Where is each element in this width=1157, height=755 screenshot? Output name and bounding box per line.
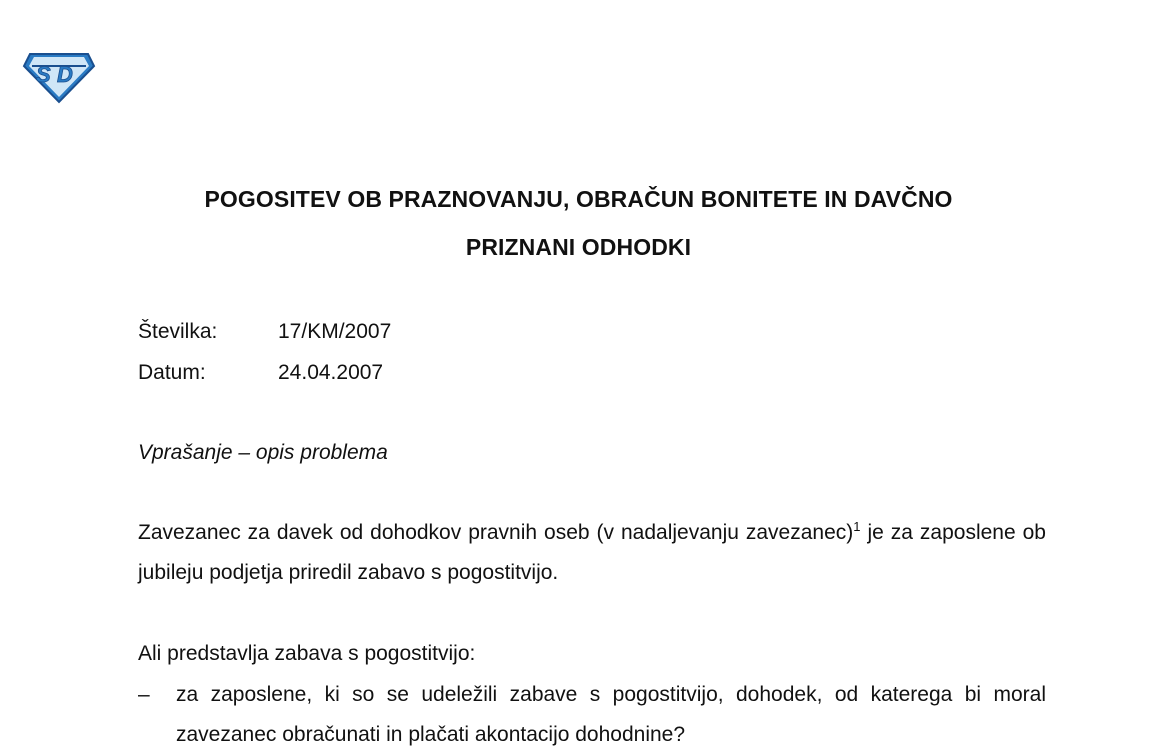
document-date-label: Datum: xyxy=(138,361,206,384)
document-title-line-1: POGOSITEV OB PRAZNOVANJU, OBRAČUN BONITETE IN DAVČNO xyxy=(204,186,953,212)
paragraph-question-intro: Ali predstavlja zabava s pogostitvijo: xyxy=(138,642,476,665)
svg-text:S: S xyxy=(36,62,51,87)
diamond-logo-icon xyxy=(22,48,96,104)
paragraph-problem-description xyxy=(138,513,1046,593)
document-title-line-2: PRIZNANI ODHODKI xyxy=(465,234,692,260)
document-number-label: Številka: xyxy=(138,320,218,343)
paragraph-text-part-2: je za zaposlene ob jubileju podjetja priredil zabavo s pogostitvijo. xyxy=(138,521,1046,584)
list-item xyxy=(138,675,1046,755)
list-item-text: za zaposlene, ki so se udeležili zabave s pogostitvijo, dohodek, od katerega bi moral zavezanec obračunati in plačati akontacijo dohodnine? xyxy=(176,683,1046,746)
section-heading: Vprašanje – opis problema xyxy=(138,441,388,464)
document-number-row xyxy=(138,320,391,344)
svg-text:D: D xyxy=(57,62,73,87)
company-logo xyxy=(22,48,96,104)
list-item-dash: – xyxy=(138,683,150,706)
document-number-value: 17/KM/2007 xyxy=(278,320,392,343)
paragraph-text-part-1: Zavezanec za davek od dohodkov pravnih oseb (v nadaljevanju zavezanec) xyxy=(138,521,854,544)
document-date-row xyxy=(138,361,383,385)
document-date-value: 24.04.2007 xyxy=(278,361,384,384)
footnote-marker[interactable]: 1 xyxy=(853,519,861,534)
